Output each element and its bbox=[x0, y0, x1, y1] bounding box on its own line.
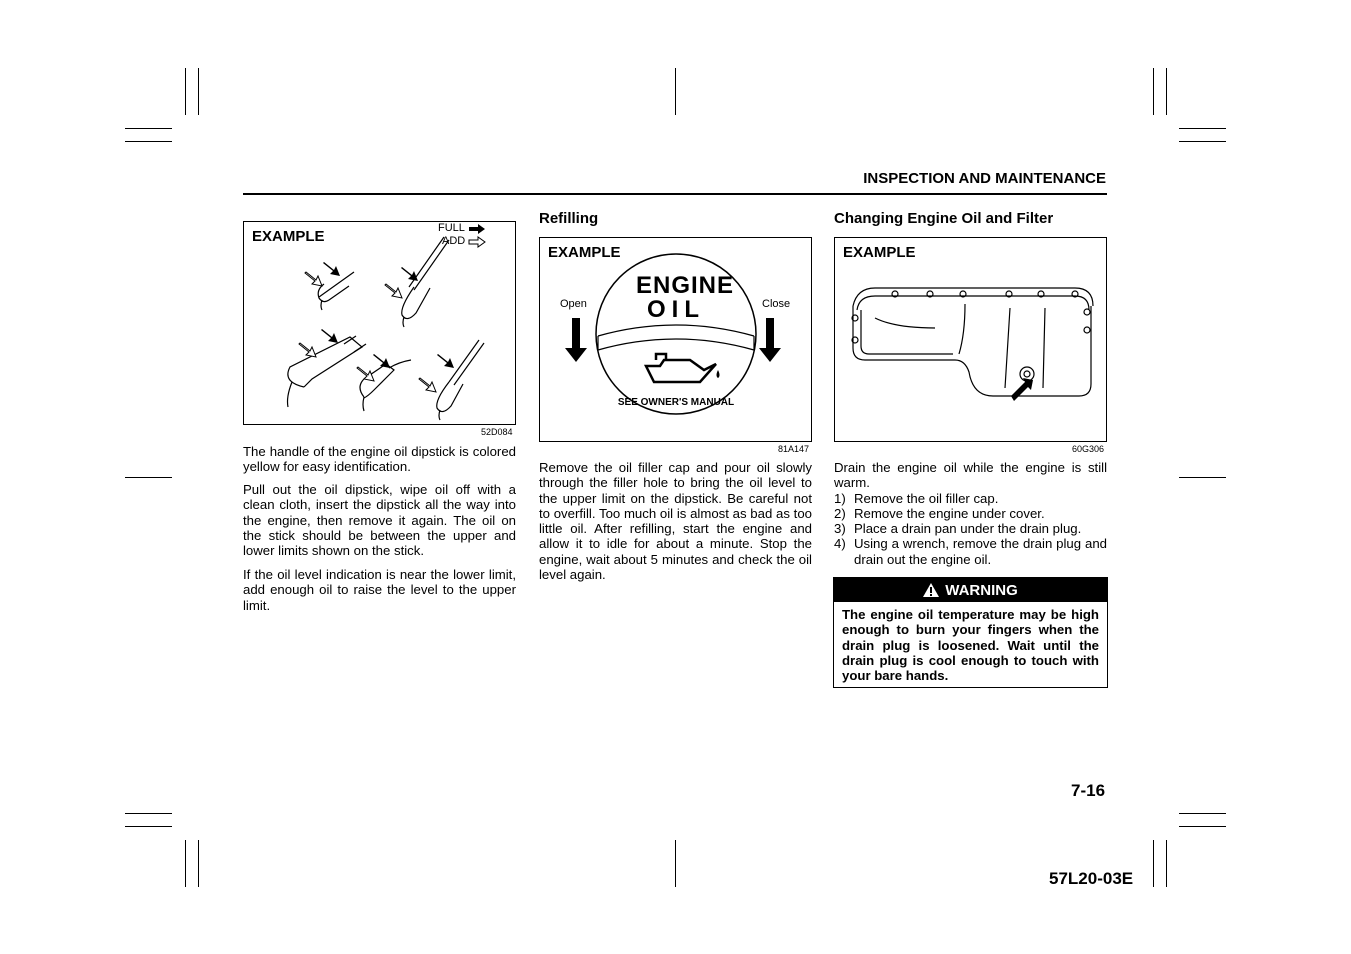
white-arrow-icon bbox=[299, 343, 316, 357]
procedure bbox=[834, 460, 1107, 567]
dipstick-illustration bbox=[244, 222, 515, 424]
crop-mark bbox=[675, 68, 676, 115]
list-item: 4) Using a wrench, remove the drain plug and drain out the engine oil. bbox=[834, 536, 1107, 567]
paragraph: If the oil level indication is near the lower limit, add enough oil to raise the level to the upper limit. bbox=[243, 567, 516, 613]
arrow-icon bbox=[1011, 378, 1033, 401]
figure-code: 52D084 bbox=[481, 427, 513, 437]
add-label: ADD bbox=[442, 235, 466, 247]
cap-ring-text: SEE OWNER'S MANUAL bbox=[617, 397, 735, 408]
figure-code: 60G306 bbox=[1072, 444, 1105, 454]
figure-code: 81A147 bbox=[778, 444, 810, 454]
header-rule bbox=[243, 193, 1107, 195]
list-item: 3) Place a drain pan under the drain plug. bbox=[834, 521, 1082, 537]
full-label: FULL bbox=[438, 222, 465, 234]
crop-mark bbox=[1179, 826, 1226, 827]
paragraph: The handle of the engine oil dipstick is colored yellow for easy identification. bbox=[243, 444, 516, 475]
dipstick-figure bbox=[243, 221, 516, 425]
crop-mark bbox=[125, 813, 172, 814]
arrow-down-icon bbox=[759, 318, 781, 362]
arrow-down-icon bbox=[565, 318, 587, 362]
section-title: INSPECTION AND MAINTENANCE bbox=[863, 170, 1106, 187]
list-item: 2) Remove the engine under cover. bbox=[834, 505, 1045, 521]
warning-triangle-icon bbox=[923, 583, 939, 597]
crop-mark bbox=[125, 477, 172, 478]
crop-mark bbox=[1153, 840, 1154, 887]
black-arrow-icon bbox=[437, 354, 454, 368]
list-item: 1) Remove the oil filler cap. bbox=[834, 490, 999, 506]
crop-mark bbox=[1166, 840, 1167, 887]
crop-mark bbox=[675, 840, 676, 887]
crop-mark bbox=[125, 128, 172, 129]
figure-label: EXAMPLE bbox=[252, 228, 325, 245]
crop-mark bbox=[125, 141, 172, 142]
section-heading: Changing Engine Oil and Filter bbox=[834, 210, 1054, 227]
crop-mark bbox=[1179, 813, 1226, 814]
figure-label: EXAMPLE bbox=[843, 244, 916, 261]
oil-cap-illustration bbox=[540, 238, 811, 441]
paragraph: Remove the oil filler cap and pour oil slowly through the filler hole to bring the oil level to the upper limit on the dipstick. Be careful not to overfill. Too much oil is almost as bad as too little oil. After refilling, start the engine and allow it to idle for about a minute. Stop the engine, wait about 5 minutes and check the oil level again. bbox=[539, 460, 812, 583]
crop-mark bbox=[198, 68, 199, 115]
crop-mark bbox=[1179, 141, 1226, 142]
white-arrow-icon bbox=[357, 367, 374, 381]
white-arrow-icon bbox=[305, 272, 322, 286]
crop-mark bbox=[1179, 128, 1226, 129]
white-arrow-icon bbox=[419, 378, 436, 392]
paragraph: Pull out the oil dipstick, wipe oil off with a clean cloth, insert the dipstick all the way into the engine, then remove it again. The oil on the stick should be between the upper and lower limits shown on the stick. bbox=[243, 482, 516, 559]
page-number: 7-16 bbox=[1071, 781, 1106, 800]
section-heading: Refilling bbox=[539, 210, 599, 227]
cap-text-line2: OIL bbox=[647, 296, 705, 323]
warning-title: WARNING bbox=[945, 581, 1018, 599]
warning-header bbox=[834, 578, 1107, 602]
oil-cap-figure bbox=[539, 237, 812, 442]
warning-box bbox=[833, 577, 1108, 688]
close-label: Close bbox=[762, 298, 791, 310]
open-label: Open bbox=[560, 298, 587, 310]
black-arrow-icon bbox=[321, 329, 338, 343]
cap-text-line1: ENGINE bbox=[636, 272, 735, 299]
black-arrow-icon bbox=[323, 262, 340, 276]
crop-mark bbox=[1166, 68, 1167, 115]
crop-mark bbox=[1179, 477, 1226, 478]
crop-mark bbox=[185, 68, 186, 115]
crop-mark bbox=[198, 840, 199, 887]
black-arrow-icon bbox=[373, 354, 390, 368]
white-arrow-icon bbox=[385, 284, 402, 298]
intro-text: Drain the engine oil while the engine is still warm. bbox=[834, 460, 1107, 491]
oil-pan-figure bbox=[834, 237, 1107, 442]
crop-mark bbox=[1153, 68, 1154, 115]
document-code: 57L20-03E bbox=[1049, 869, 1134, 888]
black-arrow-icon bbox=[401, 267, 418, 281]
figure-label: EXAMPLE bbox=[548, 244, 621, 261]
warning-text: The engine oil temperature may be high enough to burn your fingers when the drain plug is loosened. Wait until the drain plug is cool enough to touch with your bare hands. bbox=[842, 607, 1099, 684]
steps-list bbox=[834, 491, 1107, 567]
oil-pan-illustration bbox=[835, 238, 1106, 441]
crop-mark bbox=[185, 840, 186, 887]
crop-mark bbox=[125, 826, 172, 827]
